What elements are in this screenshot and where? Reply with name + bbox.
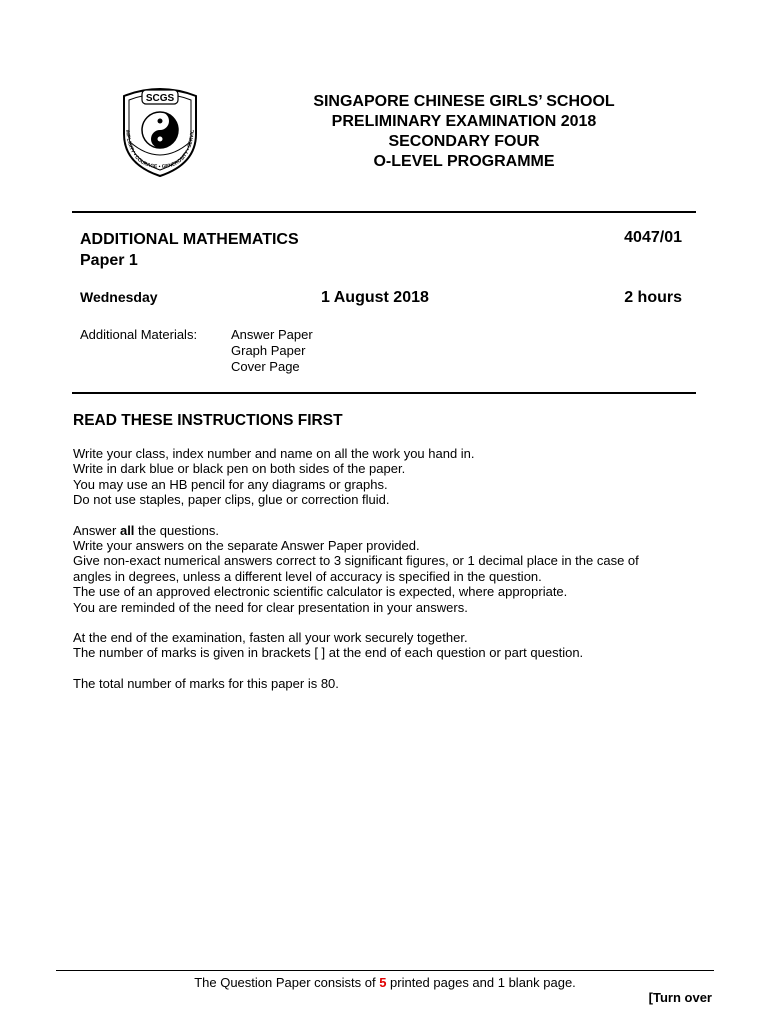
exam-title: PRELIMINARY EXAMINATION 2018: [331, 113, 597, 130]
material-item: Answer Paper: [231, 327, 313, 342]
instruction-line: The use of an approved electronic scientific calculator is expected, where appropriate.: [73, 584, 568, 600]
instruction-text: Answer: [73, 522, 120, 538]
instruction-line: The number of marks is given in brackets [ ] at the end of each question or part question.: [73, 645, 584, 661]
svg-text:SCGS: SCGS: [145, 93, 175, 104]
instructions-heading: READ THESE INSTRUCTIONS FIRST: [73, 412, 343, 429]
emphasis-all: all: [119, 522, 135, 538]
instruction-line: Write in dark blue or black pen on both sides of the paper.: [73, 461, 406, 477]
school-name: SINGAPORE CHINESE GIRLS’ SCHOOL: [313, 93, 615, 110]
instruction-line: Write your class, index number and name on all the work you hand in.: [73, 446, 475, 461]
middle-divider: [72, 392, 696, 394]
instruction-line: Write your answers on the separate Answer Paper provided.: [73, 538, 420, 554]
subject-block: [80, 229, 299, 271]
page-count-note: [0, 975, 768, 990]
footer-divider: [56, 970, 714, 971]
instructions-paragraph: [73, 676, 723, 691]
school-crest-logo: [112, 82, 208, 178]
paper-number: Paper 1: [80, 252, 138, 269]
material-item: Graph Paper: [231, 343, 306, 358]
level: SECONDARY FOUR: [388, 133, 540, 150]
materials-label: Additional Materials:: [80, 327, 198, 342]
exam-duration: 2 hours: [624, 289, 682, 306]
instructions-body: [73, 446, 723, 706]
instruction-line: angles in degrees, unless a different level of accuracy is specified in the question.: [73, 568, 542, 584]
turn-over-label: [Turn over: [648, 990, 712, 1005]
instruction-line: At the end of the examination, fasten all your work securely together.: [73, 630, 468, 646]
subject-title: ADDITIONAL MATHEMATICS: [80, 231, 299, 248]
instruction-line: Do not use staples, paper clips, glue or correction fluid.: [73, 492, 390, 508]
instruction-line: Give non-exact numerical answers correct to 3 significant figures, or 1 decimal place in the case of: [73, 553, 639, 569]
top-divider: [72, 211, 696, 213]
paper-code: 4047/01: [624, 229, 682, 246]
exam-day: Wednesday: [80, 289, 158, 305]
material-item: Cover Page: [231, 359, 300, 374]
instructions-paragraph: [73, 630, 723, 661]
instructions-paragraph: [73, 446, 723, 508]
total-marks-line: The total number of marks for this paper is 80.: [73, 675, 339, 691]
instructions-paragraph: [73, 523, 723, 615]
instruction-line: You may use an HB pencil for any diagrams or graphs.: [73, 476, 388, 492]
instruction-line: You are reminded of the need for clear presentation in your answers.: [73, 599, 468, 615]
page-count: 5: [379, 975, 387, 990]
materials-list: [231, 327, 313, 375]
exam-header: [230, 92, 698, 172]
instruction-line: [73, 523, 723, 538]
footer-text: printed pages and 1 blank page.: [386, 975, 576, 990]
footer-text: The Question Paper consists of: [194, 975, 380, 990]
programme: O-LEVEL PROGRAMME: [373, 153, 555, 170]
exam-date: 1 August 2018: [321, 289, 429, 306]
instruction-text: the questions.: [134, 522, 219, 538]
svg-text:SIMPLICITY • COURAGE • GENEROS: IMPLICITY • COURAGE • GENEROSITY • SERVIC: [124, 129, 196, 171]
